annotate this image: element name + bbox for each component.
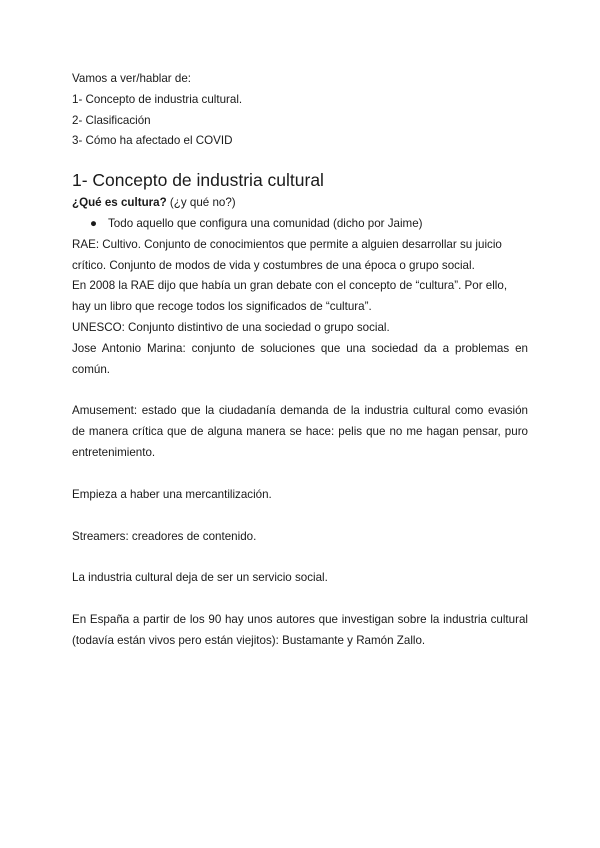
intro-item: 1- Concepto de industria cultural. <box>72 92 243 106</box>
mercantilizacion-paragraph: Empieza a haber una mercantilización. <box>72 487 272 501</box>
amusement-paragraph: Amusement: estado que la ciudadanía demanda de la industria cultural como evasión de manera crítica que de alguna manera se hace: pelis que no me hagan pensar, puro entretenimiento. <box>72 404 528 459</box>
marina-definition: Jose Antonio Marina: conjunto de soluciones que una sociedad da a problemas en común. <box>72 341 528 376</box>
intro-lead: Vamos a ver/hablar de: <box>72 72 192 85</box>
question-line <box>72 193 528 214</box>
spacer <box>72 589 528 610</box>
unesco-definition: UNESCO: Conjunto distintivo de una sociedad o grupo social. <box>72 320 390 334</box>
spacer <box>72 380 528 401</box>
intro-item: 2- Clasificación <box>72 113 151 127</box>
list-item <box>72 214 528 235</box>
document-body <box>72 69 528 652</box>
servicio-social-paragraph: La industria cultural deja de ser un servicio social. <box>72 571 328 585</box>
section-heading: 1- Concepto de industria cultural <box>72 170 324 191</box>
streamers-paragraph: Streamers: creadores de contenido. <box>72 529 257 543</box>
intro-item: 3- Cómo ha afectado el COVID <box>72 134 233 148</box>
question-bold: ¿Qué es cultura? <box>72 196 167 210</box>
bullet-icon: ● <box>90 216 98 230</box>
intro-block <box>72 69 528 152</box>
bullet-text: Todo aquello que configura una comunidad (dicho por Jaime) <box>108 216 423 230</box>
rae-definition: RAE: Cultivo. Conjunto de conocimientos que permite a alguien desarrollar su juicio crítico. Conjunto de modos de vida y costumbres de una época o grupo social. <box>72 237 502 272</box>
bullet-list <box>72 214 528 235</box>
spacer <box>72 506 528 527</box>
rae-debate: En 2008 la RAE dijo que había un gran debate con el concepto de “cultura”. Por ello, hay un libro que recoge todos los significados de “cultura”. <box>72 279 508 314</box>
question-rest: (¿y qué no?) <box>166 196 236 210</box>
espana-paragraph: En España a partir de los 90 hay unos autores que investigan sobre la industria cultural (todavía están vivos pero están viejitos): Bustamante y Ramón Zallo. <box>72 613 528 647</box>
spacer <box>72 464 528 485</box>
spacer <box>72 547 528 568</box>
